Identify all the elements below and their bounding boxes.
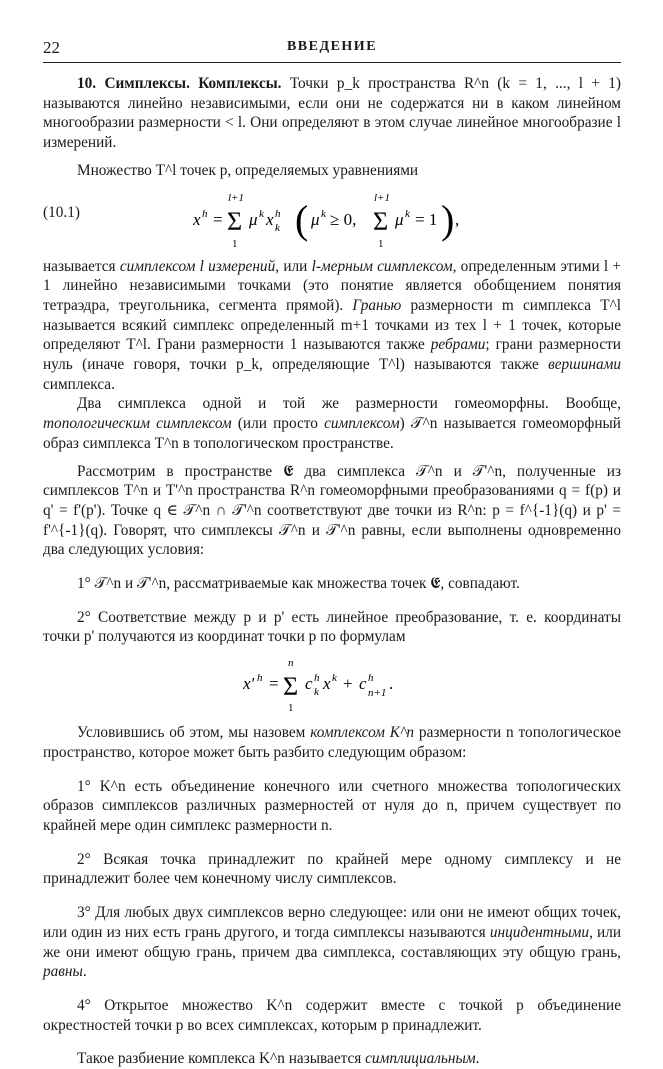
equation-intro: Множество T^l точек p, определяемых уравнениями — [77, 161, 419, 179]
text-run: ) 𝒯^n называется гомеоморфный образ симплекса T^n в топологическом пространстве. — [43, 415, 621, 452]
svg-text:Σ: Σ — [283, 672, 299, 702]
section-title: 10. Симплексы. Комплексы. — [77, 75, 282, 92]
svg-text:1: 1 — [232, 237, 238, 250]
text-run: Два симплекса одной и той же размерности гомеоморфны. Вообще, — [77, 395, 621, 413]
text-run: , определенным этими l + 1 линейно независимыми точками (это понятие является обобщением понятия тетраэдра, треугольника, сегмента прямой). — [43, 257, 622, 314]
svg-text:k: k — [405, 207, 410, 220]
svg-text:μ: μ — [249, 209, 258, 229]
term-face: Гранью — [352, 296, 402, 314]
svg-text:n+1: n+1 — [368, 687, 387, 700]
svg-text:k: k — [321, 207, 326, 220]
linear-map-equation — [43, 653, 621, 715]
header-rule — [43, 62, 621, 63]
svg-text:,: , — [455, 209, 460, 229]
simplex-definition-paragraph — [43, 257, 621, 395]
svg-text:k: k — [314, 686, 319, 699]
svg-text:c: c — [359, 674, 367, 694]
text-run: симплекса. — [43, 375, 115, 393]
svg-text:h: h — [275, 207, 281, 220]
text-run: 3° Для любых двух симплексов верно следующее: или они не имеют общих точек, или один из них есть грань другого, и тогда симплексы называются — [43, 904, 621, 941]
section-paragraph — [43, 74, 621, 153]
svg-text:c: c — [305, 674, 313, 694]
svg-text:+: + — [343, 674, 353, 694]
svg-text:l+1: l+1 — [228, 191, 244, 204]
section-intro: Точки p_k пространства R^n (k = 1, ..., l + 1) называются линейно независимыми, если они не содержатся ни в каком линейном многообразии размерности < l. Они определяют в этом случае линейное многообразие l измерений. — [43, 75, 621, 152]
svg-text:x: x — [323, 674, 331, 694]
text-run: называется — [43, 257, 120, 275]
svg-text:= 1: = 1 — [415, 209, 438, 229]
term-simplicial: симплициальным — [365, 1050, 476, 1068]
svg-text:≥ 0,: ≥ 0, — [330, 209, 357, 229]
page-number: 22 — [43, 38, 60, 57]
item-3 — [43, 903, 621, 982]
svg-text:1: 1 — [288, 702, 294, 715]
svg-text:.: . — [389, 674, 394, 694]
term-simplex-short: симплексом — [324, 415, 400, 433]
linear-map-formula — [243, 653, 463, 715]
text-run: (или просто — [231, 415, 325, 433]
svg-text:k: k — [275, 221, 280, 234]
svg-text:n: n — [288, 657, 294, 670]
svg-text:x: x — [193, 209, 201, 229]
homeomorphic-paragraph — [43, 394, 621, 453]
running-head: ВВЕДЕНИЕ — [286, 39, 378, 54]
term-edges: ребрами — [430, 336, 486, 354]
equation-10-1 — [43, 183, 621, 257]
term-l-simplex: l-мерным симплексом — [311, 257, 453, 275]
svg-text:h: h — [314, 672, 320, 685]
item-2: 2° Всякая точка принадлежит по крайней мере одному симплексу и не принадлежит более чем конечному числу симплексов. — [43, 850, 621, 888]
svg-text:x': x' — [243, 674, 255, 694]
svg-text:l+1: l+1 — [374, 191, 390, 204]
svg-text:Σ: Σ — [227, 206, 243, 236]
svg-text:x: x — [266, 209, 274, 229]
final-paragraph — [43, 1049, 621, 1069]
text-run: размерности m симплекса T^l называется всякий симплекс определенный m+1 точками из тех l + 1 точек, которые определяют T^l. Грани размерности 1 называются также — [43, 296, 621, 354]
term-complex: комплексом K^n — [310, 724, 415, 742]
svg-text:h: h — [368, 672, 374, 685]
svg-text:1: 1 — [378, 237, 384, 250]
svg-text:h: h — [202, 207, 208, 220]
equation-label: (10.1) — [43, 203, 80, 221]
term-topological-simplex: топологическим симплексом — [43, 415, 232, 433]
text-run: , или — [275, 257, 312, 275]
page-body — [43, 74, 621, 1069]
condition-1: 1° 𝒯^n и 𝒯'^n, рассматриваемые как множества точек 𝕰, совпадают. — [77, 575, 520, 593]
svg-text:μ: μ — [395, 209, 404, 229]
svg-text:k: k — [332, 672, 337, 685]
item-4: 4° Открытое множество K^n содержит вместе с точкой p объединение окрестностей точки p во всех симплексах, которым p принадлежит. — [43, 996, 621, 1034]
text-run: . — [475, 1050, 480, 1068]
text-run: размерности n топологическое пространство, которое может быть разбито следующим образом: — [43, 724, 622, 761]
term-equal: равны — [43, 963, 83, 981]
text-run: Такое разбиение комплекса K^n называется — [77, 1050, 366, 1068]
item-1: 1° K^n есть объединение конечного или счетного множества топологических образов симплексов различных размерностей от нуля до n, причем существует по крайней мере один симплекс размерности n. — [43, 777, 621, 834]
svg-text:): ) — [441, 196, 455, 242]
term-incident: инцидентными — [489, 923, 590, 941]
text-run: . — [82, 963, 87, 981]
svg-text:k: k — [259, 207, 264, 220]
text-run: ; грани размерности нуль (иначе говоря, точки p_k, определяющие T^l) называются также — [43, 336, 621, 374]
term-vertices: вершинами — [548, 356, 621, 374]
svg-text:μ: μ — [311, 209, 320, 229]
svg-text:h: h — [257, 672, 263, 685]
term-simplex: симплексом l измерений — [119, 257, 276, 275]
svg-text:Σ: Σ — [373, 206, 389, 236]
text-run: , или же они имеют общую грань, причем два симплекса, составляющих эту общую грань, — [43, 923, 622, 961]
text-run: Условившись об этом, мы назовем — [77, 724, 311, 742]
condition-2: 2° Соответствие между p и p' есть линейное преобразование, т. е. координаты точки p' получаются из координат точки p по формулам — [43, 608, 621, 646]
consider-paragraph: Рассмотрим в пространстве 𝕰 два симплекса 𝒯^n и 𝒯'^n, полученные из симплексов T^n и T'^n пространства R^n гомеоморфными преобразованиями q = f(p) и q' = f'(p'). Точке q ∈ 𝒯^n ∩ 𝒯'^n соответствуют две точки из R^n: p = f^{-1}(q) и p' = f'^{-1}(q). Говорят, что симплексы 𝒯^n и 𝒯'^n равны, если выполнены одновременно два следующих условия: — [43, 462, 621, 559]
page-header — [43, 38, 621, 62]
complex-definition-paragraph — [43, 723, 621, 762]
equation-10-1-formula — [193, 183, 523, 257]
svg-text:=: = — [269, 674, 279, 694]
svg-text:=: = — [213, 209, 223, 229]
svg-text:(: ( — [295, 196, 309, 242]
